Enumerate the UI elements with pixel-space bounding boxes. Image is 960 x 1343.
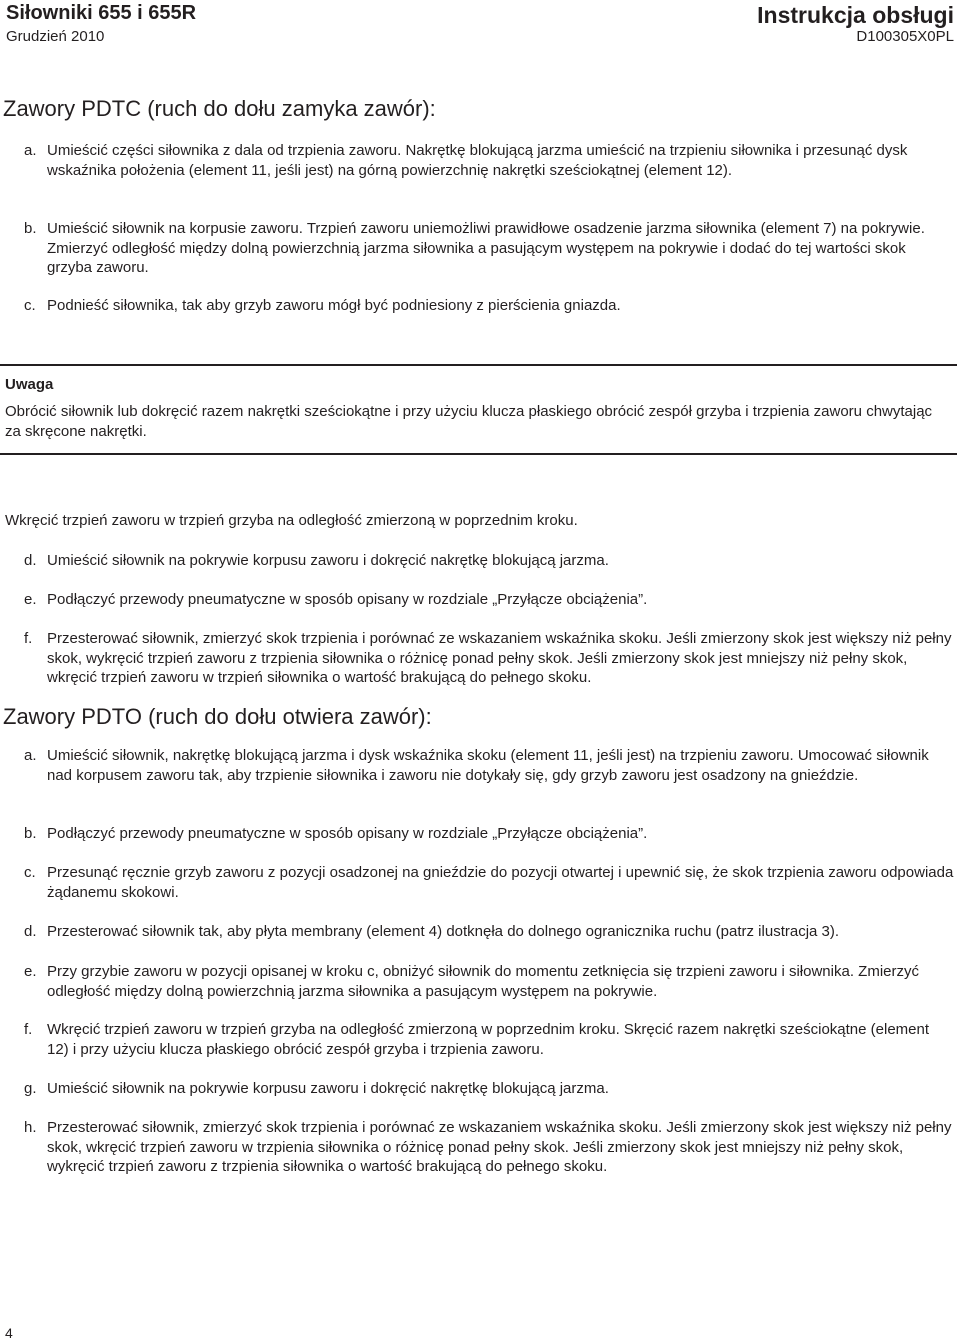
document-date: Grudzień 2010 bbox=[6, 28, 105, 45]
list-item-text: Przesunąć ręcznie grzyb zaworu z pozycji osadzonej na gnieździe do pozycji otwartej i upewnić się, że skok trzpienia zaworu odpowiada żądanemu skokowi. bbox=[47, 864, 954, 901]
list-item bbox=[24, 1118, 954, 1177]
list-marker: e. bbox=[24, 591, 37, 608]
list-marker: c. bbox=[24, 864, 36, 881]
list-item bbox=[24, 590, 954, 610]
list-item-text: Wkręcić trzpień zaworu w trzpień grzyba na odległość zmierzoną w poprzednim kroku. Skręcić razem nakrętki sześciokątne (element 12) i przy użyciu klucza płaskiego obrócić zespół grzyba i trzpienia zaworu. bbox=[47, 1021, 930, 1058]
note-text: Obrócić siłownik lub dokręcić razem nakrętki sześciokątne i przy użyciu klucza płaskiego obrócić zespół grzyba i trzpienia zaworu chwytając za skręcone nakrętki. bbox=[5, 403, 933, 440]
list-item-text: Podłączyć przewody pneumatyczne w sposób opisany w rozdziale „Przyłącze obciążenia”. bbox=[47, 591, 648, 608]
list-item-text: Umieścić siłownik na pokrywie korpusu zaworu i dokręcić nakrętkę blokującą jarzma. bbox=[47, 552, 609, 569]
list-item-text: Przy grzybie zaworu w pozycji opisanej w kroku c, obniżyć siłownik do momentu zetknięcia się trzpieni zaworu i siłownika. Zmierzyć odległość między dolną powierzchnią jarzma siłownika a pasującym występem na pokrywie. bbox=[47, 963, 919, 1000]
note-bottom-rule bbox=[0, 453, 957, 455]
note-title: Uwaga bbox=[5, 376, 54, 393]
manual-type: Instrukcja obsługi bbox=[757, 2, 954, 28]
section-heading-pdto: Zawory PDTO (ruch do dołu otwiera zawór): bbox=[3, 704, 432, 729]
page-header bbox=[0, 0, 960, 52]
list-item bbox=[24, 922, 954, 942]
document-code: D100305X0PL bbox=[856, 28, 954, 45]
list-marker: d. bbox=[24, 923, 37, 940]
page-number: 4 bbox=[5, 1325, 13, 1341]
list-item-text: Umieścić części siłownika z dala od trzpienia zaworu. Nakrętkę blokującą jarzma umieścić na trzpieniu siłownika i przesunąć dysk wskaźnika położenia (element 11, jeśli jest) na górną powierzchnię nakrętki sześciokątnej (element 12). bbox=[47, 142, 908, 179]
list-item-text: Podłączyć przewody pneumatyczne w sposób opisany w rozdziale „Przyłącze obciążenia”. bbox=[47, 825, 648, 842]
list-item bbox=[24, 746, 954, 785]
note-top-rule bbox=[0, 364, 957, 366]
list-item-text: Umieścić siłownik, nakrętkę blokującą jarzma i dysk wskaźnika skoku (element 11, jeśli jest) na trzpieniu zaworu. Umocować siłownik nad korpusem zaworu tak, aby trzpienie siłownika i zaworu nie dotykały się, gdy grzyb zaworu jest osadzony na gnieździe. bbox=[47, 747, 929, 784]
list-marker: g. bbox=[24, 1080, 37, 1097]
list-item bbox=[24, 824, 954, 844]
list-item bbox=[24, 219, 954, 278]
list-marker: a. bbox=[24, 142, 37, 159]
list-item bbox=[24, 1020, 954, 1059]
list-item bbox=[24, 629, 954, 688]
list-item-text: Podnieść siłownika, tak aby grzyb zaworu mógł być podniesiony z pierścienia gniazda. bbox=[47, 297, 621, 314]
list-item bbox=[24, 863, 954, 902]
list-marker: c. bbox=[24, 297, 36, 314]
list-item-text: Umieścić siłownik na korpusie zaworu. Trzpień zaworu uniemożliwi prawidłowe osadzenie jarzma siłownika (element 7) na pokrywie. Zmierzyć odległość między dolną powierzchnią jarzma siłownika a pasującym występem na pokrywie i dodać do tej wartości skok grzyba zaworu. bbox=[47, 220, 925, 276]
list-marker: b. bbox=[24, 220, 37, 237]
list-item bbox=[24, 141, 954, 180]
list-marker: d. bbox=[24, 552, 37, 569]
list-item-text: Przesterować siłownik tak, aby płyta membrany (element 4) dotknęła do dolnego ogranicznika ruchu (patrz ilustracja 3). bbox=[47, 923, 840, 940]
list-marker: f. bbox=[24, 630, 33, 647]
list-item bbox=[24, 296, 954, 316]
list-marker: b. bbox=[24, 825, 37, 842]
document-title: Siłowniki 655 i 655R bbox=[6, 2, 197, 24]
list-item bbox=[24, 962, 954, 1001]
list-item-text: Umieścić siłownik na pokrywie korpusu zaworu i dokręcić nakrętkę blokującą jarzma. bbox=[47, 1080, 609, 1097]
list-item bbox=[24, 1079, 954, 1099]
list-marker: h. bbox=[24, 1119, 37, 1136]
list-item-text: Przesterować siłownik, zmierzyć skok trzpienia i porównać ze wskazaniem wskaźnika skoku. Jeśli zmierzony skok jest większy niż pełny skok, wkręcić trzpień zaworu w trzpienia siłownika o różnicę ponad pełny skok. Jeśli zmierzony skok jest mniejszy niż pełny skok, wykręcić trzpień zaworu z trzpienia siłownika o wartość brakującą do pełnego skoku. bbox=[47, 1119, 952, 1175]
instruction-paragraph: Wkręcić trzpień zaworu w trzpień grzyba na odległość zmierzoną w poprzednim kroku. bbox=[5, 512, 578, 529]
list-item bbox=[24, 551, 954, 571]
list-marker: f. bbox=[24, 1021, 33, 1038]
list-item-text: Przesterować siłownik, zmierzyć skok trzpienia i porównać ze wskazaniem wskaźnika skoku. Jeśli zmierzony skok jest większy niż pełny skok, wykręcić trzpień zaworu z trzpienia siłownika o różnicę ponad pełny skok. Jeśli zmierzony skok jest mniejszy niż pełny skok, wkręcić trzpień zaworu w trzpień siłownika o wartość brakującą do pełnego skoku. bbox=[47, 630, 952, 686]
section-heading-pdtc: Zawory PDTC (ruch do dołu zamyka zawór): bbox=[3, 96, 436, 121]
list-marker: e. bbox=[24, 963, 37, 980]
list-marker: a. bbox=[24, 747, 37, 764]
